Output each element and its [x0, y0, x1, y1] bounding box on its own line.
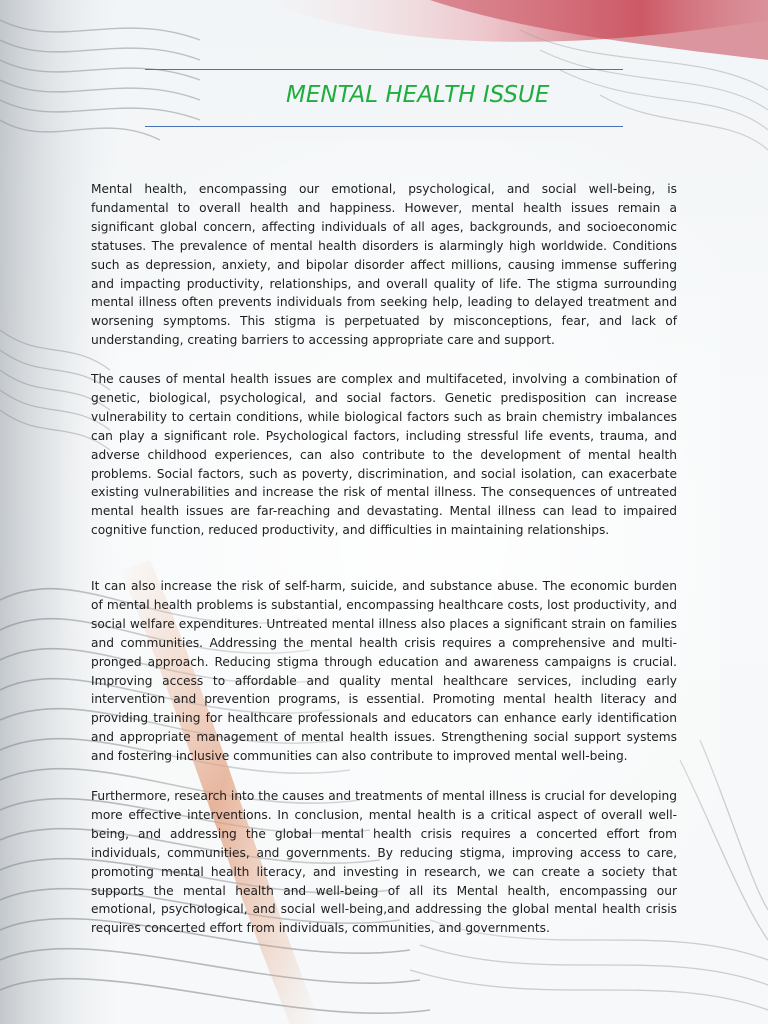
title-top-rule [145, 69, 623, 70]
paragraph-4: Furthermore, research into the causes and treatments of mental illness is crucial for developing more effective interventions. In conclusion, mental health is a critical aspect of overall well-being, and addressing the global mental health crisis requires a concerted effort from individuals, communities, and governments. By reducing stigma, improving access to care, promoting mental health literacy, and investing in research, we can create a society that supports the mental health and well-being of all its Mental health, encompassing our emotional, psychological, and social well-being,and addressing the global mental health crisis requires concerted effort from individuals, communities, and governments. [91, 789, 677, 936]
paragraph-1: Mental health, encompassing our emotional, psychological, and social well-being, is fundamental to overall health and happiness. However, mental health issues remain a significant global concern, affecting individuals of all ages, backgrounds, and socioeconomic statuses. The prevalence of mental health disorders is alarmingly high worldwide. Conditions such as depression, anxiety, and bipolar disorder affect millions, causing immense suffering and impacting productivity, relationships, and overall quality of life. The stigma surrounding mental illness often prevents individuals from seeking help, leading to delayed treatment and worsening symptoms. This stigma is perpetuated by misconceptions, fear, and lack of understanding, creating barriers to accessing appropriate care and support. [91, 182, 677, 348]
paragraph-2: The causes of mental health issues are complex and multifaceted, involving a combination of genetic, biological, psychological, and social factors. Genetic predisposition can increase vulnerability to certain conditions, while biological factors such as brain chemistry imbalances can play a significant role. Psychological factors, including stressful life events, trauma, and adverse childhood experiences, can also contribute to the development of mental health problems. Social factors, such as poverty, discrimination, and social isolation, can exacerbate existing vulnerabilities and increase the risk of mental illness. The consequences of untreated mental health issues are far-reaching and devastating. Mental illness can lead to impaired cognitive function, reduced productivity, and difficulties in maintaining relationships. [91, 372, 677, 538]
title-bottom-rule [145, 126, 623, 127]
paragraph-3: It can also increase the risk of self-harm, suicide, and substance abuse. The economic burden of mental health problems is substantial, encompassing healthcare costs, lost productivity, and social welfare expenditures. Untreated mental illness also places a significant strain on families and communities. Addressing the mental health crisis requires a comprehensive and multi-pronged approach. Reducing stigma through education and awareness campaigns is crucial. Improving access to affordable and quality mental healthcare services, including early intervention and prevention programs, is essential. Promoting mental health literacy and providing training for healthcare professionals and educators can enhance early identification and appropriate management of mental health issues. Strengthening social support systems and fostering inclusive communities can also contribute to improved mental well-being. [91, 579, 677, 764]
document-title: MENTAL HEALTH ISSUE [286, 82, 550, 108]
